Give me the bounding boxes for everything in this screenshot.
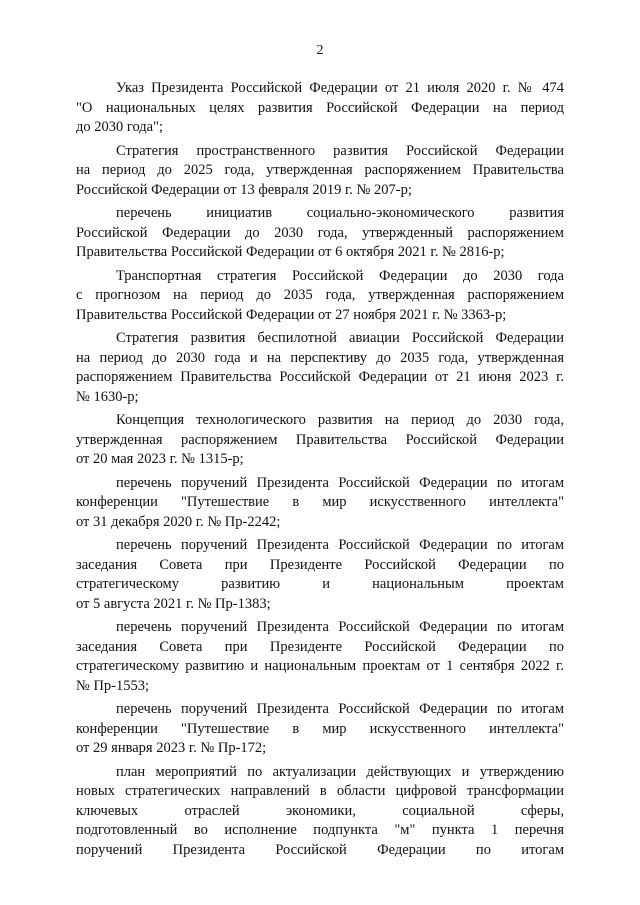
text-line: № Пр-1553;	[76, 677, 150, 694]
text-line: перечень поручений Президента Российской Федерации по итогам	[116, 619, 564, 635]
paragraph	[76, 267, 564, 326]
text-line: Российской Федерации от 13 февраля 2019 г. № 207-р;	[76, 181, 412, 198]
text-line: Правительства Российской Федерации от 27 ноября 2021 г. № 3363-р;	[76, 306, 507, 323]
text-line: поручений Президента Российской Федерации по итогам	[76, 841, 564, 858]
text-line: "О национальных целях развития Российской Федерации на период	[76, 99, 564, 116]
text-line: заседания Совета при Президенте Российской Федерации по	[76, 556, 564, 573]
text-line: распоряжением Правительства Российской Федерации от 21 июня 2023 г.	[76, 369, 564, 385]
text-line: Концепция технологического развития на период до 2030 года,	[116, 412, 564, 428]
text-line: перечень поручений Президента Российской Федерации по итогам	[116, 474, 564, 491]
text-line: заседания Совета при Президенте Российской Федерации по	[76, 638, 564, 655]
text-line: перечень поручений Президента Российской Федерации по итогам	[116, 701, 564, 717]
text-line: № 1630-р;	[76, 388, 139, 405]
paragraph	[76, 536, 564, 614]
paragraph	[76, 411, 564, 470]
paragraph	[76, 763, 564, 861]
text-line: с прогнозом на период до 2035 года, утвержденная распоряжением	[76, 287, 564, 303]
text-line: на период до 2030 года и на перспективу до 2035 года, утвержденная	[76, 349, 564, 366]
text-line: до 2030 года";	[76, 119, 164, 135]
text-line: Правительства Российской Федерации от 6 октября 2021 г. № 2816-р;	[76, 244, 505, 260]
text-line: от 5 августа 2021 г. № Пр-1383;	[76, 595, 271, 612]
text-line: Транспортная стратегия Российской Федерации до 2030 года	[116, 267, 564, 284]
paragraph	[76, 474, 564, 533]
text-line: план мероприятий по актуализации действующих и утверждению	[116, 763, 564, 780]
text-line: новых стратегических направлений в области цифровой трансформации	[76, 783, 564, 799]
text-line: утвержденная распоряжением Правительства Российской Федерации	[76, 431, 564, 448]
text-line: конференции "Путешествие в мир искусственного интеллекта"	[76, 720, 564, 737]
text-line: от 31 декабря 2020 г. № Пр-2242;	[76, 513, 281, 530]
text-line: от 29 января 2023 г. № Пр-172;	[76, 740, 267, 756]
text-line: ключевых отраслей экономики, социальной сферы,	[76, 802, 564, 819]
text-line: перечень инициатив социально-экономического развития	[116, 205, 564, 221]
text-line: Стратегия развития беспилотной авиации Российской Федерации	[116, 330, 564, 346]
paragraph	[76, 79, 564, 138]
text-line: на период до 2025 года, утвержденная распоряжением Правительства	[76, 162, 564, 178]
paragraph	[76, 204, 564, 263]
paragraph	[76, 618, 564, 696]
text-line: конференции "Путешествие в мир искусственного интеллекта"	[76, 494, 564, 510]
page-number: 2	[316, 43, 324, 58]
text-line: стратегическому развитию и национальным проектам от 1 сентября 2022 г.	[76, 658, 564, 674]
text-line: стратегическому развитию и национальным проектам	[76, 576, 564, 592]
paragraph	[76, 142, 564, 201]
text-line: от 20 мая 2023 г. № 1315-р;	[76, 451, 244, 467]
text-line: Российской Федерации до 2030 года, утвержденный распоряжением	[76, 224, 564, 241]
text-line: Стратегия пространственного развития Российской Федерации	[116, 142, 564, 159]
paragraph	[76, 700, 564, 759]
text-line: подготовленный во исполнение подпункта "м" пункта 1 перечня	[76, 822, 564, 838]
text-line: Указ Президента Российской Федерации от 21 июля 2020 г. № 474	[116, 80, 564, 96]
paragraph	[76, 329, 564, 407]
text-line: перечень поручений Президента Российской Федерации по итогам	[116, 537, 564, 553]
document-body	[76, 79, 564, 864]
